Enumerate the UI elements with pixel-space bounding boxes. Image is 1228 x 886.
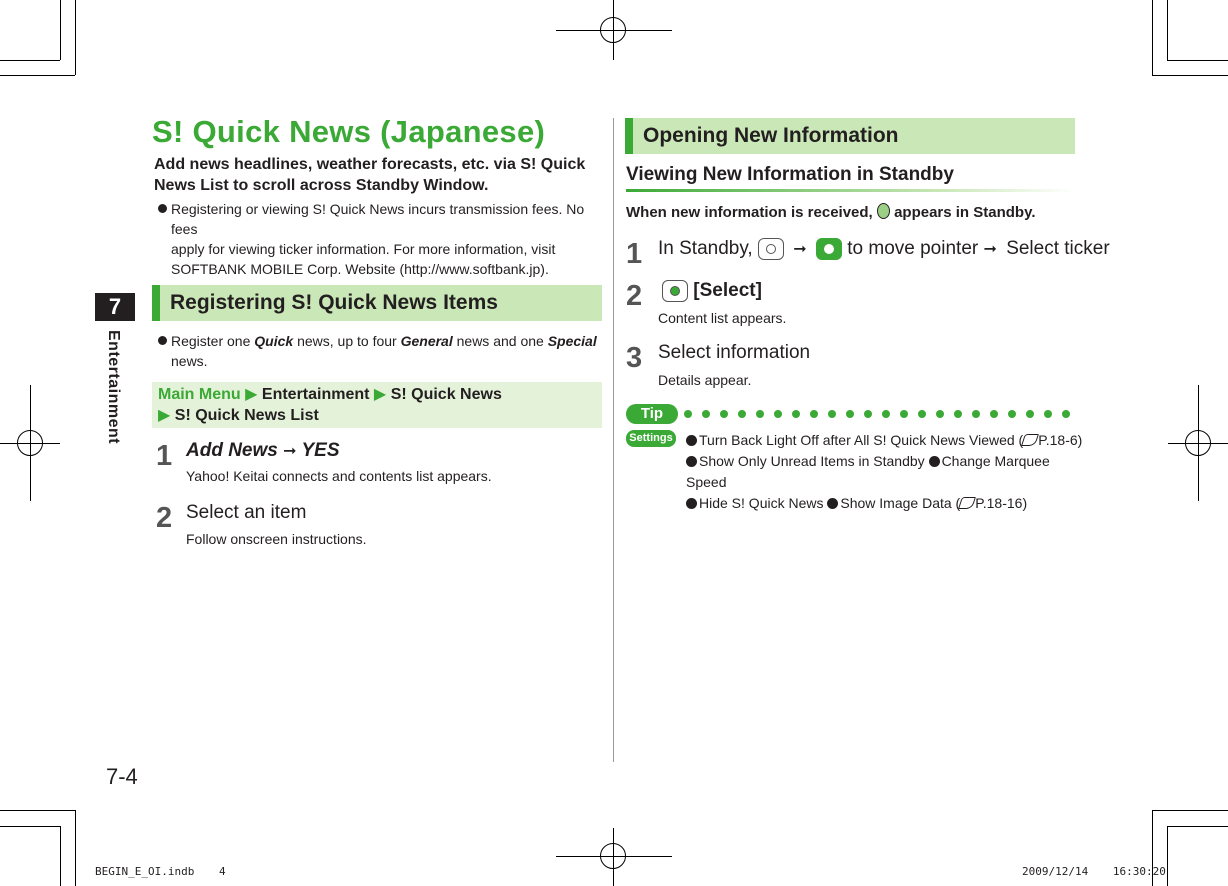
reference-icon xyxy=(1021,434,1039,446)
fee-note-line: apply for viewing ticker information. For more information, visit xyxy=(171,241,556,257)
bullet-icon xyxy=(686,498,697,509)
step-subtext: Content list appears. xyxy=(658,310,787,326)
step-text: Select an item xyxy=(186,502,307,523)
special-label: Special xyxy=(547,333,597,349)
bullet-icon xyxy=(686,456,697,467)
column-divider xyxy=(613,118,614,762)
settings-badge xyxy=(626,430,676,447)
footer-filename: BEGIN_E_OI.indb xyxy=(95,865,195,878)
page-title: S! Quick News (Japanese) xyxy=(152,114,546,149)
fee-note-line: SOFTBANK MOBILE Corp. Website (http://www.softbank.jp). xyxy=(171,261,549,277)
bullet-icon xyxy=(158,204,167,213)
page-number: 7-4 xyxy=(106,764,138,789)
register-note-text: Register one xyxy=(171,333,255,349)
mail-key-icon xyxy=(758,238,784,260)
settings-label: Settings xyxy=(629,432,673,444)
page-reference: P.18-16 xyxy=(975,495,1023,511)
bullet-icon xyxy=(827,498,838,509)
yes-label: YES xyxy=(301,440,340,461)
intro-text: Add news headlines, weather forecasts, etc. via S! Quick News List to scroll across Standby Window. xyxy=(154,156,586,194)
subheading-underline xyxy=(626,189,1075,192)
arrow-icon: ➞ xyxy=(793,241,807,259)
select-ticker-label: Select ticker xyxy=(1006,238,1110,260)
section-header-opening xyxy=(625,118,1075,154)
menu-item-quick-news-list: S! Quick News List xyxy=(174,407,319,424)
step-text xyxy=(186,440,340,462)
center-key-icon xyxy=(662,280,688,302)
footer-date: 2009/12/14 xyxy=(1022,865,1089,878)
arrow-right-icon: ▶ xyxy=(373,386,387,403)
step-text xyxy=(662,280,762,302)
reference-icon xyxy=(958,497,976,509)
tip-settings-list xyxy=(686,430,1086,514)
add-news-label: Add News xyxy=(186,440,278,461)
section-accent xyxy=(152,285,160,321)
info-icon xyxy=(877,203,890,219)
bullet-icon xyxy=(158,336,167,345)
page-reference: P.18-6 xyxy=(1038,432,1078,448)
footer-datetime xyxy=(1022,865,1166,878)
section-header-register xyxy=(152,285,602,321)
register-note-text: news. xyxy=(171,353,208,369)
menu-item-quick-news: S! Quick News xyxy=(390,386,502,403)
step-number: 2 xyxy=(156,502,173,534)
bullet-icon xyxy=(686,435,697,446)
tip-item: Turn Back Light Off after All S! Quick News Viewed ( xyxy=(699,432,1024,448)
fee-note-line: Registering or viewing S! Quick News incurs transmission fees. No fees xyxy=(171,201,585,237)
tip-item: Change Marquee Speed xyxy=(686,453,1050,490)
step-subtext: Yahoo! Keitai connects and contents list appears. xyxy=(186,468,492,484)
chapter-tab xyxy=(95,293,135,321)
step-text-b: to move pointer xyxy=(847,238,984,260)
tip-label: Tip xyxy=(640,405,664,422)
step-text: Select information xyxy=(658,342,811,363)
bullet-icon xyxy=(929,456,940,467)
arrow-right-icon: ▶ xyxy=(245,386,258,403)
step-number: 2 xyxy=(626,280,643,312)
menu-item-entertainment: Entertainment xyxy=(261,386,370,403)
select-label: [Select] xyxy=(693,280,762,302)
step-subtext: Follow onscreen instructions. xyxy=(186,531,367,547)
tip-item-close: ) xyxy=(1077,432,1083,448)
chapter-label: Entertainment xyxy=(105,330,122,445)
lead-text xyxy=(626,203,1036,221)
tip-badge xyxy=(626,404,678,424)
step-number: 3 xyxy=(626,342,643,374)
step-text xyxy=(658,238,1110,260)
lead-text-b: appears in Standby. xyxy=(894,204,1036,221)
chapter-number: 7 xyxy=(108,294,122,319)
register-note-text: news and one xyxy=(452,333,548,349)
nav-key-icon xyxy=(816,238,842,260)
tip-item: Show Image Data ( xyxy=(840,495,961,511)
footer-time: 16:30:20 xyxy=(1112,865,1166,878)
footer-page: 4 xyxy=(218,865,226,878)
arrow-icon: ➞ xyxy=(283,443,297,460)
quick-label: Quick xyxy=(254,333,294,349)
tip-item: Show Only Unread Items in Standby xyxy=(699,453,925,469)
step-number: 1 xyxy=(626,238,643,270)
step-number: 1 xyxy=(156,440,173,472)
arrow-right-icon: ▶ xyxy=(158,407,171,424)
main-menu-label: Main Menu xyxy=(158,386,241,403)
step-subtext: Details appear. xyxy=(658,372,752,388)
register-note-text: news, up to four xyxy=(293,333,401,349)
arrow-icon: ➞ xyxy=(983,241,997,259)
lead-text-a: When new information is received, xyxy=(626,204,877,221)
tip-item: Hide S! Quick News xyxy=(699,495,824,511)
section-accent xyxy=(625,118,633,154)
tip-item-close: ) xyxy=(1022,495,1028,511)
footer-file xyxy=(95,865,226,878)
section-title: Registering S! Quick News Items xyxy=(170,291,498,314)
register-note xyxy=(158,331,598,371)
section-title: Opening New Information xyxy=(643,124,899,147)
subheading: Viewing New Information in Standby xyxy=(626,164,954,185)
menu-path xyxy=(152,382,602,428)
general-label: General xyxy=(400,333,453,349)
step-text-a: In Standby, xyxy=(658,238,758,260)
fee-note xyxy=(158,199,598,279)
